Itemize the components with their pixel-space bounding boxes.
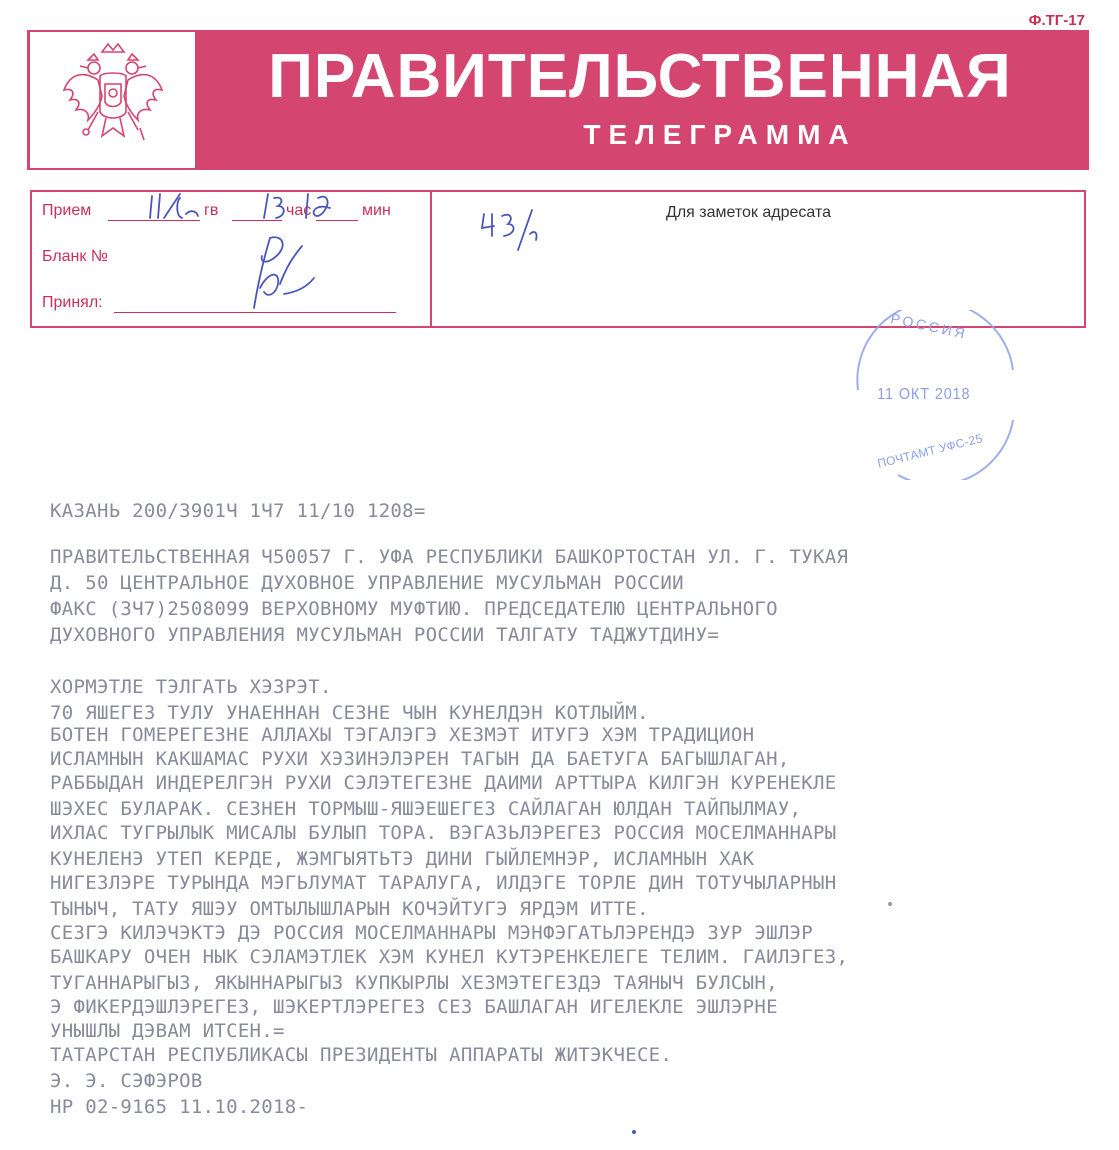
paper-speck [632, 1130, 636, 1134]
banner-title: ПРАВИТЕЛЬСТВЕННАЯ [268, 42, 1012, 111]
address-line: ПРАВИТЕЛЬСТВЕННАЯ Ч50057 Г. УФА РЕСПУБЛИКИ БАШКОРТОСТАН УЛ. Г. ТУКАЯ [50, 546, 849, 568]
blank-number-label: Бланк № [42, 248, 108, 265]
accepted-label: Принял: [42, 294, 103, 311]
body-line: Э ФИКЕРДЭШЛЭРЕГЕЗ, ШЭКЕРТЛЭРЕГЕЗ СЕЗ БАШЛАГАН ИГЕЛЕКЛЕ ЭШЛЭРНЕ [50, 996, 778, 1018]
greeting-line: ХОРМЭТЛЕ ТЭЛГАТЬ ХЭЗРЭТ. [50, 676, 332, 698]
body-line: ИХЛАС ТУГРЫЛЫК МИСАЛЫ БУЛЫП ТОРА. ВЭГАЗЬЛЭРЕГЕЗ РОССИЯ МОСЕЛМАННАРЫ [50, 822, 837, 844]
body-line: ШЭХЕС БУЛАРАК. СЕЗНЕН ТОРМЫШ-ЯШЭЕШЕГЕЗ САЙЛАГАН ЮЛДАН ТАЙПЫЛМАУ, [50, 798, 802, 820]
stamp-top-text: РОССИЯ [889, 310, 970, 342]
service-line: КАЗАНЬ 200/3901Ч 1Ч7 11/10 1208= [50, 500, 426, 522]
body-line: ТЫНЫЧ, ТАТУ ЯШЭУ ОМТЫЛЫШЛАРЫН КОЧЭЙТУГЭ ЯРДЭМ ИТТЕ. [50, 898, 649, 920]
body-line: ТУГАННАРЫГЫЗ, ЯКЫННАРЫГЫЗ КУПКЫРЛЫ ХЕЗМЭТЕГЕЗДЭ ТАЯНЫЧ БУЛСЫН, [50, 972, 778, 994]
received-label: Прием [42, 202, 92, 219]
body-line: ИСЛАМНЫН КАКШАМАС РУХИ ХЭЗИНЭЛЭРЕН ТАГЫН ДА БАЕТУГА БАГЫШЛАГАН, [50, 748, 790, 770]
body-line: БОТЕН ГОМЕРЕГЕЗНЕ АЛЛАХЫ ТЭГАЛЭГЭ ХЕЗМЭТ ИТУГЭ ХЭМ ТРАДИЦИОН [50, 724, 755, 746]
address-line: ФАКС (3Ч7)2508099 ВЕРХОВНОМУ МУФТИЮ. ПРЕДСЕДАТЕЛЮ ЦЕНТРАЛЬНОГО [50, 598, 778, 620]
body-line: НИГЕЗЛЭРЕ ТУРЫНДА МЭГЬЛУМАТ ТАРАЛУГА, ИЛДЭГЕ ТОРЛЕ ДИН ТОТУЧЫЛАРНЫН [50, 872, 837, 894]
body-line: РАББЫДАН ИНДЕРЕЛГЭН РУХИ СЭЛЭТЕГЕЗНЕ ДАИМИ АРТТЫРА КИЛГЭН КУРЕНЕКЛЕ [50, 772, 837, 794]
sender-name: Э. Э. СЭФЭРОВ [50, 1070, 203, 1092]
address-line: Д. 50 ЦЕНТРАЛЬНОЕ ДУХОВНОЕ УПРАВЛЕНИЕ МУСУЛЬМАН РОССИИ [50, 572, 684, 594]
handwritten-received-time [140, 188, 370, 228]
notes-handwriting [478, 206, 548, 256]
hour-label: час [286, 202, 312, 219]
stamp-date: 11 ОКТ 2018 [877, 386, 971, 403]
body-line: КУНЕЛЕНЭ УТЕП КЕРДЕ, ЖЭМГЫЯТЬТЭ ДИНИ ГЫЙЛЕМНЭР, ИСЛАМНЫН ХАК [50, 848, 755, 870]
sender-organization: ТАТАРСТАН РЕСПУБЛИКАСЫ ПРЕЗИДЕНТЫ АППАРАТЫ ЖИТЭКЧЕСЕ. [50, 1044, 673, 1066]
form-code: Ф.ТГ-17 [1028, 12, 1085, 29]
reference-number: НР 02-9165 11.10.2018- [50, 1096, 309, 1118]
banner-subtitle: ТЕЛЕГРАММА [583, 119, 857, 150]
body-line: БАШКАРУ ОЧЕН НЫК СЭЛАМЭТЛЕК ХЭМ КУНЕЛ КУТЭРЕНКЕЛЕГЕ ТЕЛИМ. ГАИЛЭГЕЗ, [50, 946, 849, 968]
stamp-bottom-text: ПОЧТАМТ УФС-25 [875, 431, 984, 471]
paper-speck [888, 902, 892, 906]
address-line: ДУХОВНОГО УПРАВЛЕНИЯ МУСУЛЬМАН РОССИИ ТАЛГАТУ ТАДЖУТДИНУ= [50, 624, 720, 646]
year-label: гв [204, 202, 219, 219]
signature-icon [240, 228, 330, 318]
body-line: УНЫШЛЫ ДЭВАМ ИТСЕН.= [50, 1020, 285, 1042]
notes-label: Для заметок адресата [666, 204, 831, 221]
minute-label: мин [362, 202, 391, 219]
body-line: 70 ЯШЕГЕЗ ТУЛУ УНАЕННАН СЕЗНЕ ЧЫН КУНЕЛДЭН КОТЛЫЙМ. [50, 702, 649, 724]
coat-of-arms-icon [58, 40, 168, 160]
form-divider [430, 192, 432, 328]
body-line: СЕЗГЭ КИЛЭЧЭКТЭ ДЭ РОССИЯ МОСЕЛМАННАРЫ МЭНФЭГАТЬЛЭРЕНДЭ ЗУР ЭШЛЭР [50, 922, 814, 944]
